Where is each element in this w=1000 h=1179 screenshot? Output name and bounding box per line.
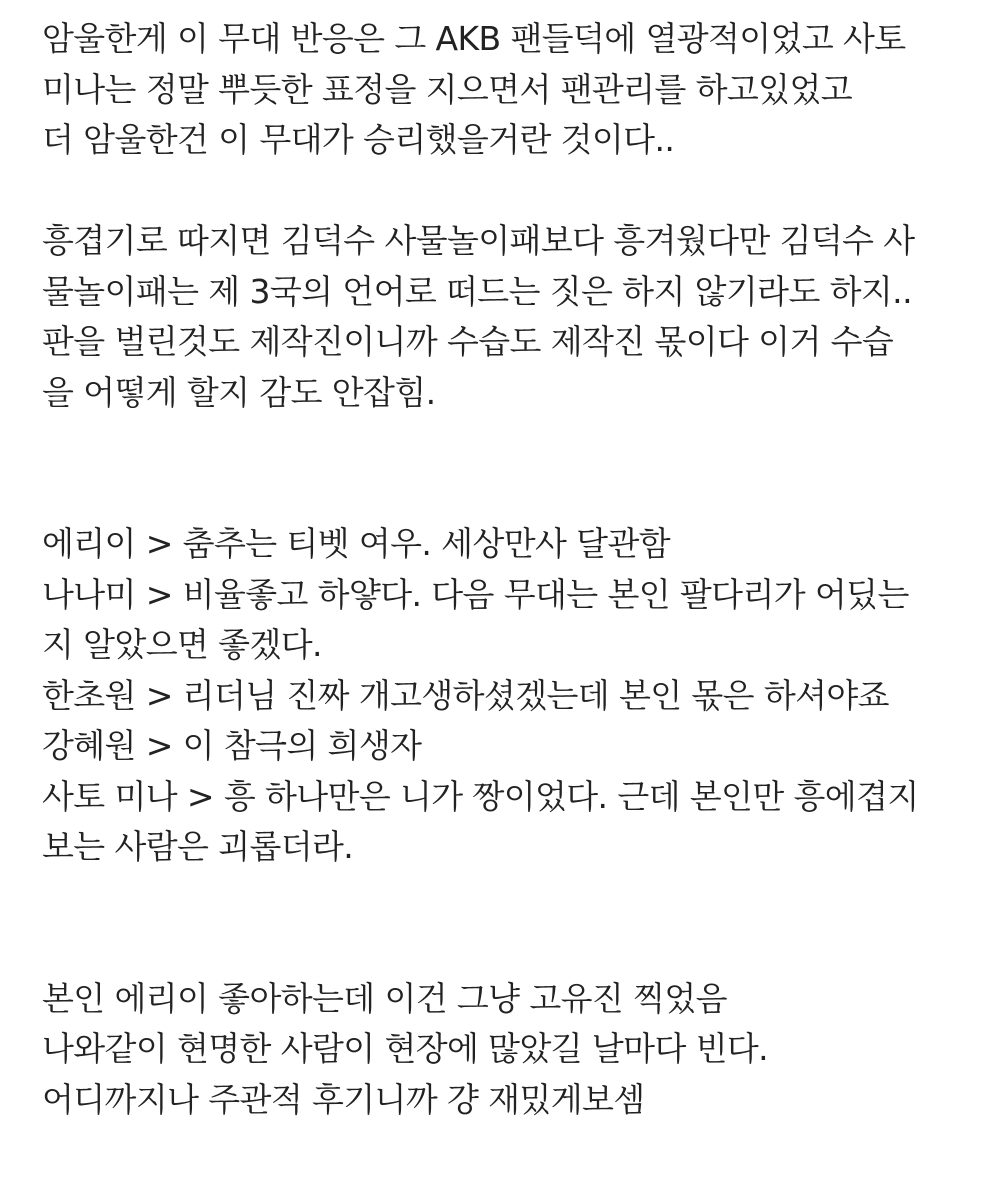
text-line: 한초원 > 리더님 진짜 개고생하셨겠는데 본인 몫은 하셔야죠 [42,675,889,715]
paragraph-closing [42,974,962,1126]
text-line: 보는 사람은 괴롭더라. [42,827,354,866]
text-line: 나나미 > 비율좋고 하얗다. 다음 무대는 본인 팔다리가 어딨는 [42,574,909,614]
text-line: 지 알았으면 좋겠다. [42,625,322,664]
text-line: 강혜원 > 이 참극의 희생자 [42,726,422,765]
text-line: 을 어떻게 할지 감도 안잡힘. [42,372,436,412]
text-line: 어디까지나 주관적 후기니까 걍 재밌게보셈 [42,1079,645,1119]
text-line: 미나는 정말 뿌듯한 표정을 지으면서 팬관리를 하고있었고 [42,69,853,109]
text-line: 본인 에리이 좋아하는데 이건 그냥 고유진 찍었음 [42,978,727,1018]
text-line: 더 암울한건 이 무대가 승리했을거란 것이다.. [42,120,675,159]
text-line: 물놀이패는 제 3국의 언어로 떠드는 짓은 하지 않기라도 하지.. [42,271,912,311]
paragraph-stage-reaction [42,14,962,166]
text-line: 판을 벌린것도 제작진이니까 수습도 제작진 몫이다 이거 수습 [42,322,894,361]
text-line: 나와같이 현명한 사람이 현장에 많았길 날마다 빈다. [42,1029,769,1068]
paragraph-member-reviews [42,519,962,873]
post-body [42,14,962,1125]
text-line: 암울한게 이 무대 반응은 그 AKB 팬들덕에 열광적이었고 사토 [42,19,906,58]
paragraph-comparison [42,216,962,418]
paragraph-spacer [42,418,962,519]
text-line: 에리이 > 춤추는 티벳 여우. 세상만사 달관함 [42,524,671,563]
text-line: 사토 미나 > 흥 하나만은 니가 짱이었다. 근데 본인만 흥에겹지 [42,776,919,816]
paragraph-spacer [42,873,962,974]
paragraph-spacer [42,166,962,217]
text-line: 흥겹기로 따지면 김덕수 사물놀이패보다 흥겨웠다만 김덕수 사 [42,221,915,260]
